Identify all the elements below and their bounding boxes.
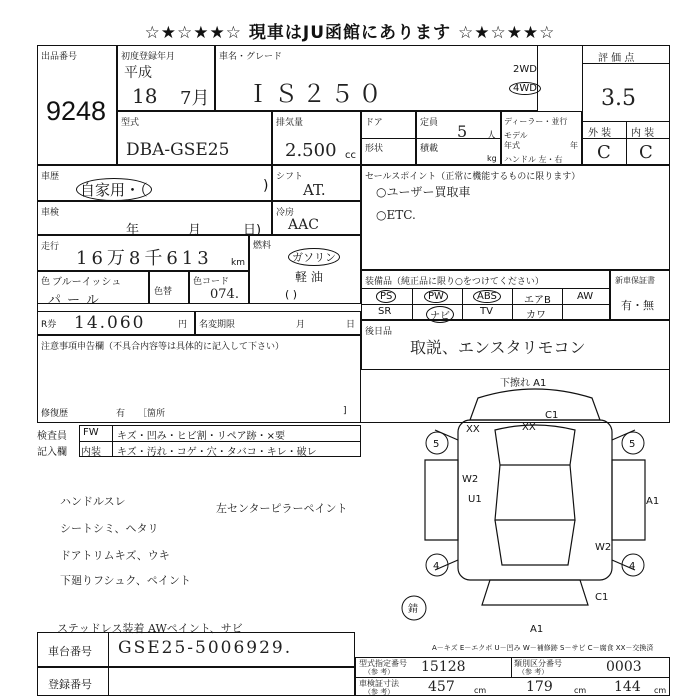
dims-width: 179 <box>526 679 553 695</box>
car-label: 車名・グレード <box>219 52 283 62</box>
grade-label: 評 価 点 <box>598 53 635 64</box>
mileage-unit: km <box>231 258 245 268</box>
warranty-label: 新車保証書 <box>615 276 655 285</box>
mark-w2-left: W2 <box>462 474 479 485</box>
fuel-label: 燃料 <box>253 241 272 251</box>
model-value: DBA-GSE25 <box>126 140 230 160</box>
mark-4-left: 4 <box>433 561 440 572</box>
inspection-label: 車検 <box>41 208 60 218</box>
notes-label: 注意事項申告欄（不具合内容等は具体的に記入して下さい） <box>41 342 285 352</box>
repair-close: ] <box>343 406 347 416</box>
mileage-label: 走行 <box>41 242 60 252</box>
color-change-label: 色替 <box>154 287 173 297</box>
history-close: ) <box>263 178 269 194</box>
inspection-day: 日) <box>243 223 262 238</box>
year-unit: 年 <box>570 141 578 150</box>
equip-airbag: エアB <box>524 295 551 306</box>
history-box <box>37 165 272 201</box>
comment-2: シートシミ、ヘタリ <box>60 522 159 535</box>
reg-era: 平成 <box>124 65 152 81</box>
equip-leather: カワ <box>526 310 546 321</box>
comment-3: ドアトリムキズ、ウキ <box>60 549 170 562</box>
int-value: C <box>639 142 653 163</box>
ac-value: AAC <box>288 217 319 233</box>
sales-box <box>361 165 670 270</box>
chassis-value: GSE25-5006929. <box>118 638 293 658</box>
dims-unit-h: cm <box>654 686 667 695</box>
color-code-value: 074. <box>210 287 239 302</box>
warranty-box <box>610 270 670 320</box>
dims-unit-w: cm <box>574 686 587 695</box>
comment-5: ステッドレス装着 AWペイント、サビ <box>57 622 243 635</box>
displacement-box <box>272 111 361 165</box>
mark-5-left: 5 <box>433 439 440 450</box>
equip-label: 装備品（純正品に限り○をつけてください） <box>365 277 544 287</box>
inspector-label1: 検査員 <box>37 431 67 442</box>
mileage-box <box>37 235 249 271</box>
inspector-label2: 記入欄 <box>37 447 67 458</box>
int-label: 内 装 <box>631 128 655 139</box>
recycle-label: R券 <box>41 320 57 330</box>
mark-a1-right: A1 <box>646 496 660 507</box>
chassis-label: 車台番号 <box>48 645 92 658</box>
dims-label: 車検証寸法 <box>359 679 399 688</box>
regnum-label: 登録番号 <box>48 678 92 691</box>
handle-label: ハンドル 左・右 <box>504 155 563 164</box>
class-num-sub: （参 考） <box>518 668 549 676</box>
type-cert-label: 型式指定番号 <box>359 659 407 668</box>
model-box <box>117 111 272 165</box>
fuel-box <box>249 235 361 304</box>
history-circle: 自家用・（ <box>76 178 152 201</box>
expiry-month: 月 <box>296 320 306 330</box>
comment-1: ハンドルスレ <box>60 495 126 508</box>
repair-bracket: ［箇所 <box>138 409 166 419</box>
color-code-box <box>189 271 249 304</box>
mark-u1: U1 <box>468 494 482 505</box>
history-label: 車歴 <box>41 172 60 182</box>
expiry-label: 名変期限 <box>199 320 236 330</box>
recycle-value: 14.060 <box>74 313 146 333</box>
rear-label: 後日品 <box>365 327 393 337</box>
capacity-value: 5 <box>457 122 468 141</box>
color-value: ブルーイッシュ <box>52 277 122 288</box>
fuel-value: ガソリン <box>288 248 340 266</box>
inspection-month: 月 <box>188 223 202 238</box>
mark-a1-bottom: A1 <box>530 624 544 635</box>
equip-navi: ナビ <box>426 306 454 323</box>
inspector-fw: FW <box>83 427 99 438</box>
type-cert-sub: （参 考） <box>364 668 395 676</box>
equip-aw: AW <box>577 291 594 302</box>
reg-year: 18 <box>132 84 158 108</box>
mark-c1-bottom: C1 <box>595 592 609 603</box>
inspector-int: 内装 <box>81 447 101 458</box>
drive-4wd: 4WD <box>509 82 541 95</box>
load-unit: kg <box>487 154 497 163</box>
sales-line-1: ○ユーザー買取車 <box>376 185 471 199</box>
doors-label: ドア <box>365 118 383 128</box>
dims-length: 457 <box>428 679 455 695</box>
shift-value: AT. <box>303 181 326 199</box>
inspector-row2: キズ・汚れ・コゲ・穴・タバコ・キレ・破レ <box>117 447 317 458</box>
warranty-value: 有・無 <box>621 299 654 312</box>
displacement-label: 排気量 <box>276 118 304 128</box>
capacity-box <box>416 111 501 165</box>
page-title: ☆★☆★★☆ 現車はJU函館にあります ☆★☆★★☆ <box>144 23 556 43</box>
grade-value: 3.5 <box>601 86 636 111</box>
car-box <box>215 45 538 111</box>
regnum-box <box>37 667 355 696</box>
mark-a1-top: 下擦れ A1 <box>500 378 547 389</box>
mark-w2-right: W2 <box>595 542 612 553</box>
expiry-day: 日 <box>346 320 356 330</box>
displacement-value: 2.500 <box>285 140 337 161</box>
repair-value: 有 <box>116 409 126 419</box>
recycle-unit: 円 <box>178 320 188 330</box>
equip-ps: PS <box>376 290 396 303</box>
ext-label: 外 装 <box>588 128 612 139</box>
color-change-box <box>149 271 189 304</box>
damage-legend: A－キズ E－エクボ U－凹み W－補修跡 S－サビ C－腐食 XX－交換済 <box>432 644 654 652</box>
dims-sub: （参 考） <box>364 688 395 696</box>
mark-c1-top: C1 <box>545 410 559 421</box>
class-num-label: 類別区分番号 <box>514 659 562 668</box>
shape-label: 形状 <box>365 144 384 154</box>
sales-line-2: ○ETC. <box>376 208 416 222</box>
name-change-box <box>195 311 361 335</box>
equip-pw: PW <box>424 290 448 303</box>
equip-sr: SR <box>378 306 392 317</box>
dims-unit-l: cm <box>474 686 487 695</box>
drive-2wd: 2WD <box>513 64 537 75</box>
mark-xx-2: XX <box>522 422 536 433</box>
equip-abs: ABS <box>473 290 501 303</box>
mark-4-right: 4 <box>629 561 636 572</box>
ac-label: 冷房 <box>276 208 295 218</box>
lot-label: 出品番号 <box>41 52 78 62</box>
capacity-label: 定員 <box>420 118 439 128</box>
type-cert-value: 15128 <box>421 659 466 675</box>
reg-label: 初度登録年月 <box>121 52 176 62</box>
shift-label: シフト <box>276 172 304 182</box>
reg-month: 7月 <box>180 88 210 109</box>
rear-value: 取説、エンスタリモコン <box>410 338 586 357</box>
shift-box <box>272 165 361 201</box>
cert-box <box>355 657 670 696</box>
lot-box <box>37 45 117 165</box>
inspector-row1: キズ・凹み・ヒビ割・リペア跡・×要 <box>117 431 285 442</box>
recycle-box <box>37 311 195 335</box>
year-label: 年式 <box>504 141 520 150</box>
rear-box <box>361 320 670 370</box>
lot-number: 9248 <box>46 96 107 126</box>
notes-box <box>37 335 361 423</box>
mark-5-right: 5 <box>629 439 636 450</box>
mark-rust: 錆 <box>408 604 418 615</box>
car-damage-diagram <box>400 370 670 640</box>
color-label: 色 <box>41 277 51 287</box>
repair-label: 修復歴 <box>41 409 69 419</box>
dealer-box <box>501 111 582 165</box>
color-box <box>37 271 149 308</box>
color-code-label: 色コード <box>193 277 230 287</box>
model-label: 型式 <box>121 118 140 128</box>
chassis-box <box>37 632 355 667</box>
capacity-unit: 人 <box>487 131 497 141</box>
reg-box <box>117 45 215 111</box>
history-value <box>76 178 152 201</box>
color-value2: パール <box>48 293 105 308</box>
dims-height: 144 <box>614 679 641 695</box>
mark-xx-1: XX <box>466 424 480 435</box>
class-num-value: 0003 <box>606 659 642 675</box>
doors-box <box>361 111 416 165</box>
ext-value: C <box>597 142 611 163</box>
comment-6: 左センターピラーペイント <box>216 502 348 515</box>
inspection-box <box>37 201 272 238</box>
grade-box <box>582 45 670 165</box>
mileage-value: 16万8千613 <box>76 248 213 269</box>
model-year-label: モデル <box>504 131 528 140</box>
inspection-year: 年 <box>126 223 140 238</box>
comment-4: 下廻りフシュク、ペイント <box>60 574 191 587</box>
inspector-box <box>37 425 361 459</box>
displacement-unit: cc <box>345 150 356 161</box>
car-name: ＩＳ２５０ <box>246 80 386 108</box>
equip-tv: TV <box>480 306 493 317</box>
load-label: 積載 <box>420 144 439 154</box>
sales-label: セールスポイント（正常に機能するものに限ります） <box>365 172 581 182</box>
fuel-diesel: 軽 油 <box>295 270 323 284</box>
equip-box <box>361 270 610 320</box>
ac-box <box>272 201 361 235</box>
dealer-label: ディーラー・並行 <box>504 117 568 126</box>
fuel-other: ( ) <box>285 288 298 301</box>
